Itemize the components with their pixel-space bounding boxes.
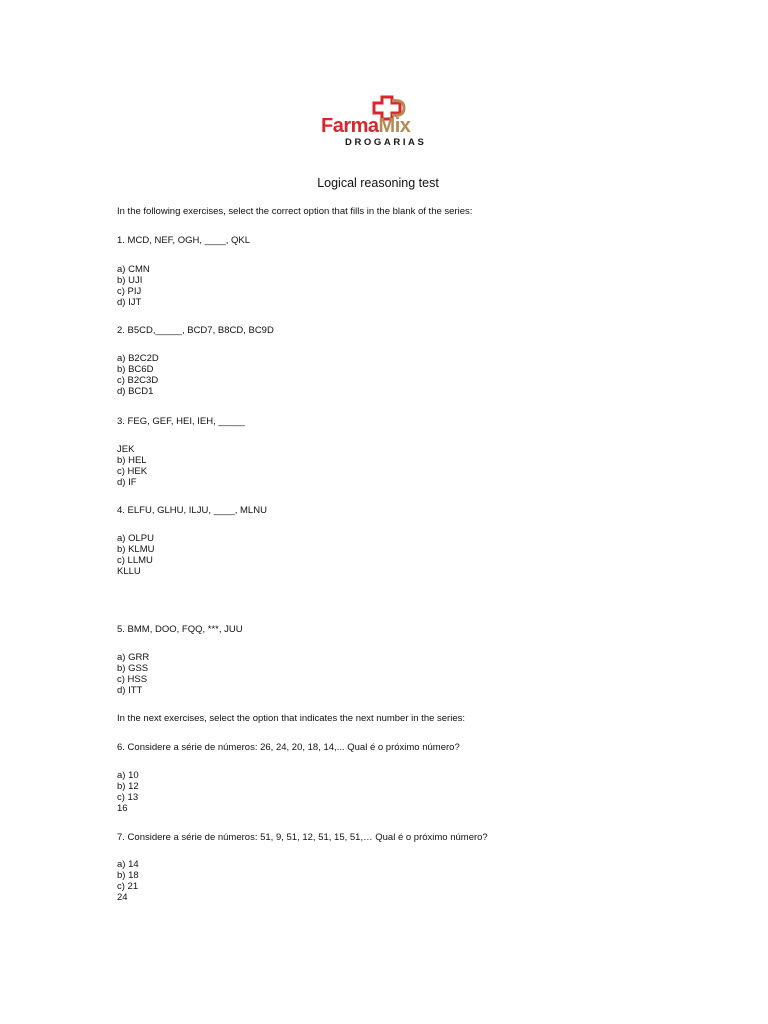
question-1: 1. MCD, NEF, OGH, ____, QKL xyxy=(117,235,251,246)
question-1-option-d: d) IJT xyxy=(117,297,142,308)
question-4-option-d: KLLU xyxy=(117,566,141,577)
question-7: 7. Considere a série de números: 51, 9, 51, 12, 51, 15, 51,… Qual é o próximo número? xyxy=(117,832,488,843)
logo-word-farma: Farma xyxy=(321,115,379,137)
question-3-option-c: c) HEK xyxy=(117,466,148,477)
question-6-option-a: a) 10 xyxy=(117,770,139,781)
question-5-option-a: a) GRR xyxy=(117,652,150,663)
page-title: Logical reasoning test xyxy=(317,176,439,190)
question-3-option-a: JEK xyxy=(117,444,135,455)
question-4: 4. ELFU, GLHU, ILJU, ____, MLNU xyxy=(117,505,267,516)
farmamix-logo xyxy=(318,95,458,155)
logo-wordmark xyxy=(321,115,410,137)
question-1-option-b: b) UJI xyxy=(117,275,143,286)
instruction-next-number: In the next exercises, select the option that indicates the next number in the series: xyxy=(117,713,466,724)
question-4-option-c: c) LLMU xyxy=(117,555,153,566)
question-5-option-c: c) HSS xyxy=(117,674,148,685)
logo-word-mix: Mix xyxy=(378,115,411,137)
question-3: 3. FEG, GEF, HEI, IEH, _____ xyxy=(117,416,245,427)
question-7-option-d: 24 xyxy=(117,892,128,903)
question-4-option-b: b) KLMU xyxy=(117,544,155,555)
question-6: 6. Considere a série de números: 26, 24, 20, 18, 14,... Qual é o próximo número? xyxy=(117,742,460,753)
question-5-option-d: d) ITT xyxy=(117,685,143,696)
question-4-option-a: a) OLPU xyxy=(117,533,154,544)
question-2-option-b: b) BC6D xyxy=(117,364,154,375)
question-5-option-b: b) GSS xyxy=(117,663,149,674)
question-1-option-a: a) CMN xyxy=(117,264,150,275)
question-2-option-a: a) B2C2D xyxy=(117,353,159,364)
question-3-option-b: b) HEL xyxy=(117,455,147,466)
question-2: 2. B5CD,_____, BCD7, B8CD, BC9D xyxy=(117,325,274,336)
question-1-option-c: c) PIJ xyxy=(117,286,142,297)
question-6-option-d: 16 xyxy=(117,803,128,814)
question-5: 5. BMM, DOO, FQQ, ***, JUU xyxy=(117,624,243,635)
question-3-option-d: d) IF xyxy=(117,477,137,488)
question-2-option-c: c) B2C3D xyxy=(117,375,159,386)
question-7-option-c: c) 21 xyxy=(117,881,139,892)
question-6-option-b: b) 12 xyxy=(117,781,139,792)
logo-subtitle: DROGARIAS xyxy=(345,137,427,148)
instruction-series-blank: In the following exercises, select the correct option that fills in the blank of the series: xyxy=(117,206,473,217)
question-7-option-a: a) 14 xyxy=(117,859,139,870)
question-6-option-c: c) 13 xyxy=(117,792,139,803)
question-7-option-b: b) 18 xyxy=(117,870,139,881)
question-2-option-d: d) BCD1 xyxy=(117,386,154,397)
